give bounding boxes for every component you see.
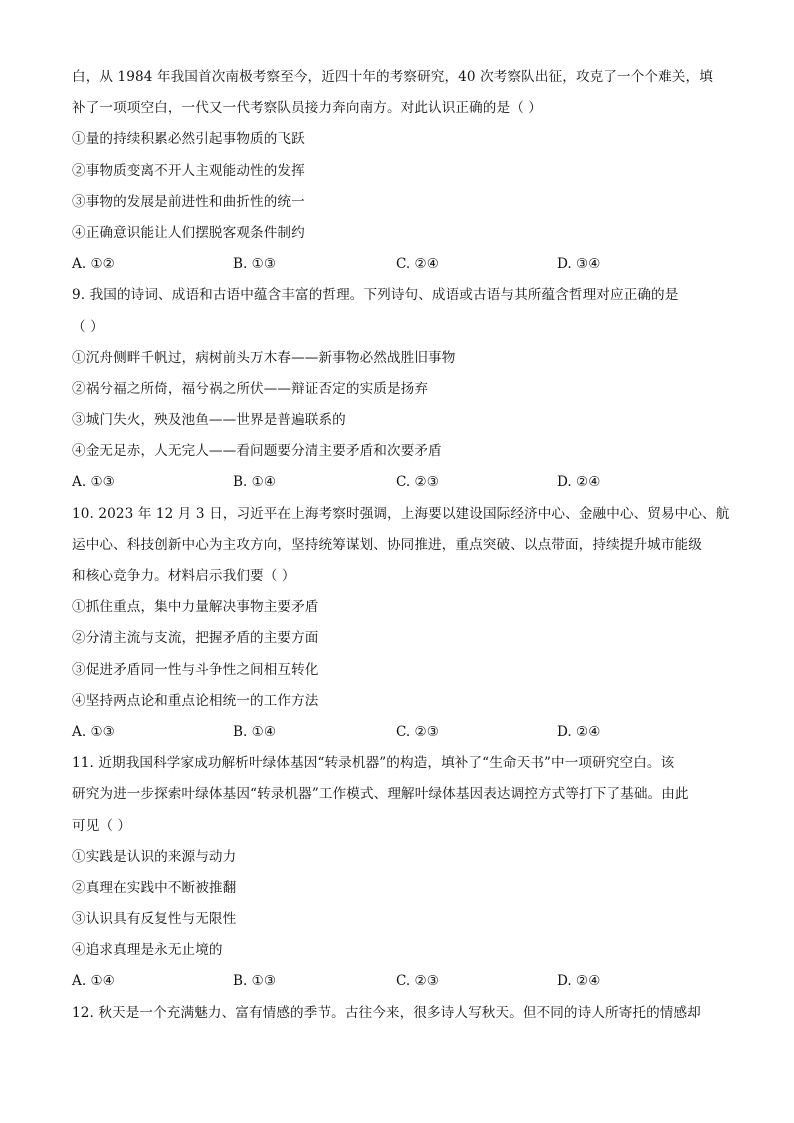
question-12 [72, 998, 727, 1029]
question-stem-line: 运中心、科技创新中心为主攻方向，坚持统筹谋划、协同推进，重点突破、以点带面，持续提升城市能级 [72, 536, 702, 553]
option-a: A. ①④ [72, 973, 115, 990]
statement-item: ①沉舟侧畔千帆过，病树前头万木春——新事物必然战胜旧事物 [72, 349, 456, 366]
option-b: B. ①③ [233, 973, 277, 990]
statement-item: ③事物的发展是前进性和曲折性的统一 [72, 193, 305, 210]
question-stem-line: 12. 秋天是一个充满魅力、富有情感的季节。古往今来，很多诗人写秋天。但不同的诗人所寄托的情感却 [72, 1004, 701, 1021]
question-10 [72, 499, 730, 749]
option-d: D. ②④ [557, 474, 601, 491]
question-stem-line: 白，从 1984 年我国首次南极考察至今，近四十年的考察研究，40 次考察队出征，攻克了一个个难关，填 [72, 69, 713, 85]
statement-item: ③促进矛盾同一性与斗争性之间相互转化 [72, 661, 319, 678]
statement-item: ①实践是认识的来源与动力 [72, 848, 237, 865]
answer-options [72, 467, 727, 498]
option-b: B. ①③ [233, 256, 277, 273]
option-d: D. ③④ [557, 256, 601, 273]
option-d: D. ②④ [557, 723, 601, 740]
question-stem-line: 和核心竞争力。材料启示我们要（ ） [72, 568, 296, 584]
option-c: C. ②④ [396, 256, 439, 273]
question-stem-line: 10. 2023 年 12 月 3 日，习近平在上海考察时强调，上海要以建设国际经济中心、金融中心、贸易中心、航 [72, 505, 730, 522]
option-c: C. ②③ [396, 973, 439, 990]
question-stem-line: 补了一项项空白，一代又一代考察队员接力奔向南方。对此认识正确的是（ ） [72, 100, 543, 117]
statement-item: ④正确意识能让人们摆脱客观条件制约 [72, 224, 305, 241]
question-stem-line: 9. 我国的诗词、成语和古语中蕴含丰富的哲理。下列诗句、成语或古语与其所蕴含哲理对应正确的是 [72, 287, 679, 304]
statement-item: ①抓住重点，集中力量解决事物主要矛盾 [72, 599, 319, 616]
exam-page [72, 62, 730, 1029]
statement-item: ②祸兮福之所倚，福兮祸之所伏——辩证否定的实质是扬弃 [72, 380, 429, 397]
option-d: D. ②④ [557, 973, 601, 990]
option-c: C. ②③ [396, 723, 439, 740]
question-stem-line: 研究为进一步探索叶绿体基因“转录机器”工作模式、理解叶绿体基因表达调控方式等打下了基础。由此 [72, 786, 689, 803]
statement-item: ③城门失火，殃及池鱼——世界是普遍联系的 [72, 412, 346, 429]
option-c: C. ②③ [396, 474, 439, 491]
question-8 [72, 62, 727, 280]
statement-item: ①量的持续积累必然引起事物质的飞跃 [72, 131, 305, 148]
question-stem-line: 可见（ ） [72, 817, 132, 834]
answer-options [72, 717, 727, 748]
option-b: B. ①④ [233, 474, 277, 491]
option-a: A. ①② [72, 256, 115, 273]
question-9 [72, 280, 727, 498]
statement-item: ④追求真理是永无止境的 [72, 942, 223, 959]
statement-item: ④金无足赤，人无完人——看问题要分清主要矛盾和次要矛盾 [72, 443, 442, 460]
statement-item: ②真理在实践中不断被推翻 [72, 879, 237, 896]
question-11 [72, 748, 727, 998]
option-a: A. ①③ [72, 723, 115, 740]
answer-options [72, 966, 727, 997]
option-a: A. ①③ [72, 474, 115, 491]
statement-item: ②分清主流与支流，把握矛盾的主要方面 [72, 630, 319, 647]
statement-item: ③认识具有反复性与无限性 [72, 911, 237, 928]
statement-item: ②事物质变离不开人主观能动性的发挥 [72, 162, 305, 179]
question-stem-line: （ ） [72, 318, 104, 335]
statement-item: ④坚持两点论和重点论相统一的工作方法 [72, 692, 319, 709]
answer-options [72, 249, 727, 280]
option-b: B. ①④ [233, 723, 277, 740]
question-stem-line: 11. 近期我国科学家成功解析叶绿体基因“转录机器”的构造，填补了“生命天书”中一项研究空白。该 [72, 755, 675, 772]
